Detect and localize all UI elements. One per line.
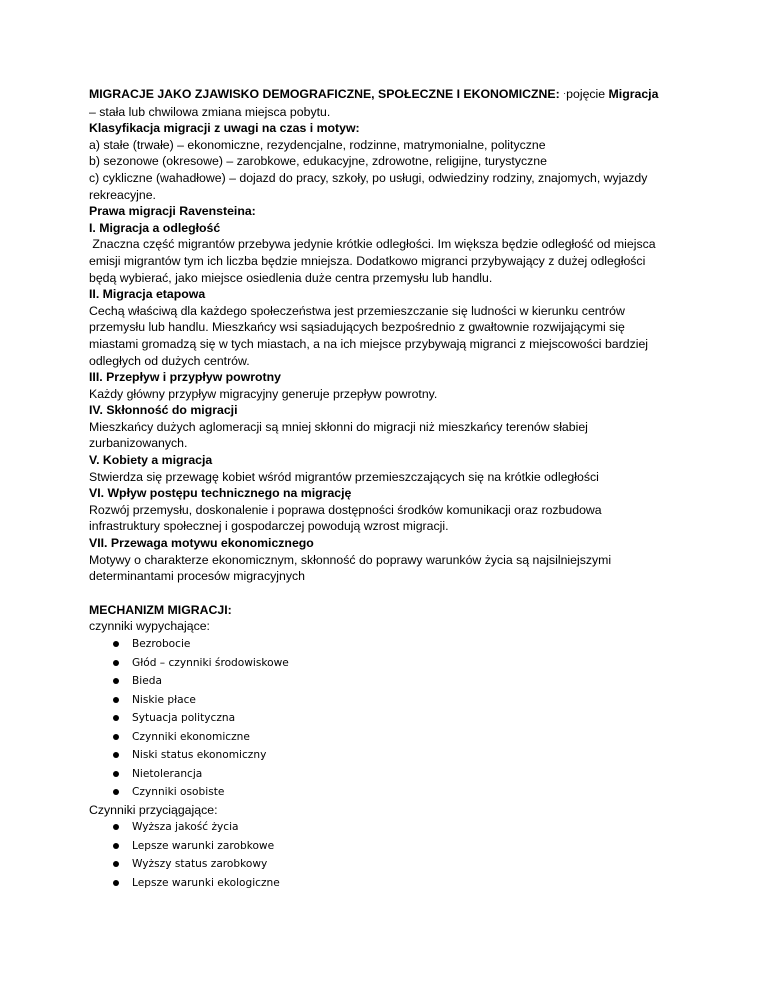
law-1-line2: emisji migrantów tym ich liczba będzie mniejsza. Dodatkowo migranci przybywający z dużej odległości [89, 253, 646, 268]
law-3-line1: Każdy główny przypływ migracyjny generuje przepływ powrotny. [89, 386, 438, 401]
pull-factor-item: Wyższa jakość życia [89, 818, 681, 837]
migration-definition: – stała lub chwilowa zmiana miejsca pobytu. [89, 104, 331, 119]
push-factor-item: Niski status ekonomiczny [89, 746, 681, 765]
classification-c-line2: rekreacyjne. [89, 187, 156, 202]
classification-b: b) sezonowe (okresowe) – zarobkowe, edukacyjne, zdrowotne, religijne, turystyczne [89, 154, 547, 169]
push-factor-item: Sytuacja polityczna [89, 709, 681, 728]
law-4-line2: zurbanizowanych. [89, 436, 188, 451]
main-title: MIGRACJE JAKO ZJAWISKO DEMOGRAFICZNE, SPOŁECZNE I EKONOMICZNE: [89, 87, 560, 101]
law-4-line1: Mieszkańcy dużych aglomeracji są mniej skłonni do migracji niż mieszkańcy terenów słabiej [89, 419, 588, 434]
heading-line [89, 86, 681, 104]
section-spacer [89, 585, 681, 602]
law-6-title: VI. Wpływ postępu technicznego na migrację [89, 486, 352, 501]
push-factors-label: czynniki wypychające: [89, 619, 210, 634]
pull-factors-list [89, 818, 681, 892]
push-factor-item: Czynniki ekonomiczne [89, 728, 681, 747]
pull-factor-item: Lepsze warunki zarobkowe [89, 837, 681, 856]
law-1-line1: Znaczna część migrantów przebywa jedynie krótkie odległości. Im większa będzie odległość od miejsca [89, 237, 656, 252]
law-2-line1: Cechą właściwą dla każdego społeczeństwa jest przemieszczanie się ludności w kierunku centrów [89, 303, 625, 318]
push-factor-item: Niskie płace [89, 691, 681, 710]
document-page [89, 86, 681, 892]
push-factor-item: Nietolerancja [89, 765, 681, 784]
heading-word: pojęcie [566, 87, 606, 101]
push-factor-item: Głód – czynniki środowiskowe [89, 654, 681, 673]
law-7-line1: Motywy o charakterze ekonomicznym, skłonność do poprawy warunków życia są najsilniejszymi [89, 552, 612, 567]
push-factor-item: Bezrobocie [89, 635, 681, 654]
law-2-title: II. Migracja etapowa [89, 287, 206, 302]
mechanism-title: MECHANIZM MIGRACJI: [89, 602, 232, 617]
law-1-line3: będą wybierać, jako miejsce osiedlenia duże centra przemysłu lub handlu. [89, 270, 493, 285]
law-2-line4: odległych od dużych centrów. [89, 353, 250, 368]
law-2-line2: przemysłu lub handlu. Mieszkańcy wsi sąsiadujących bezpośrednio z gwałtownie rozwijającymi się [89, 320, 625, 335]
laws-title: Prawa migracji Ravensteina: [89, 204, 256, 219]
law-3-title: III. Przepływ i przypływ powrotny [89, 370, 282, 385]
law-6-line2: infrastruktury społecznej i gospodarczej powodują wzrost migracji. [89, 519, 449, 534]
classification-a: a) stałe (trwałe) – ekonomiczne, rezydencjalne, rodzinne, matrymonialne, polityczne [89, 137, 546, 152]
pull-factor-item: Wyższy status zarobkowy [89, 855, 681, 874]
push-factors-list [89, 635, 681, 802]
heading-dot: · [563, 88, 567, 98]
law-7-title: VII. Przewaga motywu ekonomicznego [89, 536, 314, 551]
law-5-line1: Stwierdza się przewagę kobiet wśród migrantów przemieszczających się na krótkie odległości [89, 469, 599, 484]
law-4-title: IV. Skłonność do migracji [89, 403, 238, 418]
law-2-line3: miastami gromadzą się w tych miastach, a na ich miejsce przybywają migranci z miejscowości bardziej [89, 336, 649, 351]
classification-title: Klasyfikacja migracji z uwagi na czas i motyw: [89, 121, 360, 136]
push-factor-item: Czynniki osobiste [89, 783, 681, 802]
push-factor-item: Bieda [89, 672, 681, 691]
law-7-line2: determinantami procesów migracyjnych [89, 569, 305, 584]
law-6-line1: Rozwój przemysłu, doskonalenie i poprawa dostępności środków komunikacji oraz rozbudowa [89, 502, 602, 517]
pull-factors-label: Czynniki przyciągające: [89, 802, 218, 817]
law-1-title: I. Migracja a odległość [89, 220, 221, 235]
classification-c-line1: c) cykliczne (wahadłowe) – dojazd do pracy, szkoły, po usługi, odwiedziny rodziny, znajomych, wyjazdy [89, 170, 648, 185]
pull-factor-item: Lepsze warunki ekologiczne [89, 874, 681, 893]
migration-term: Migracja [608, 87, 659, 101]
law-5-title: V. Kobiety a migracja [89, 453, 213, 468]
